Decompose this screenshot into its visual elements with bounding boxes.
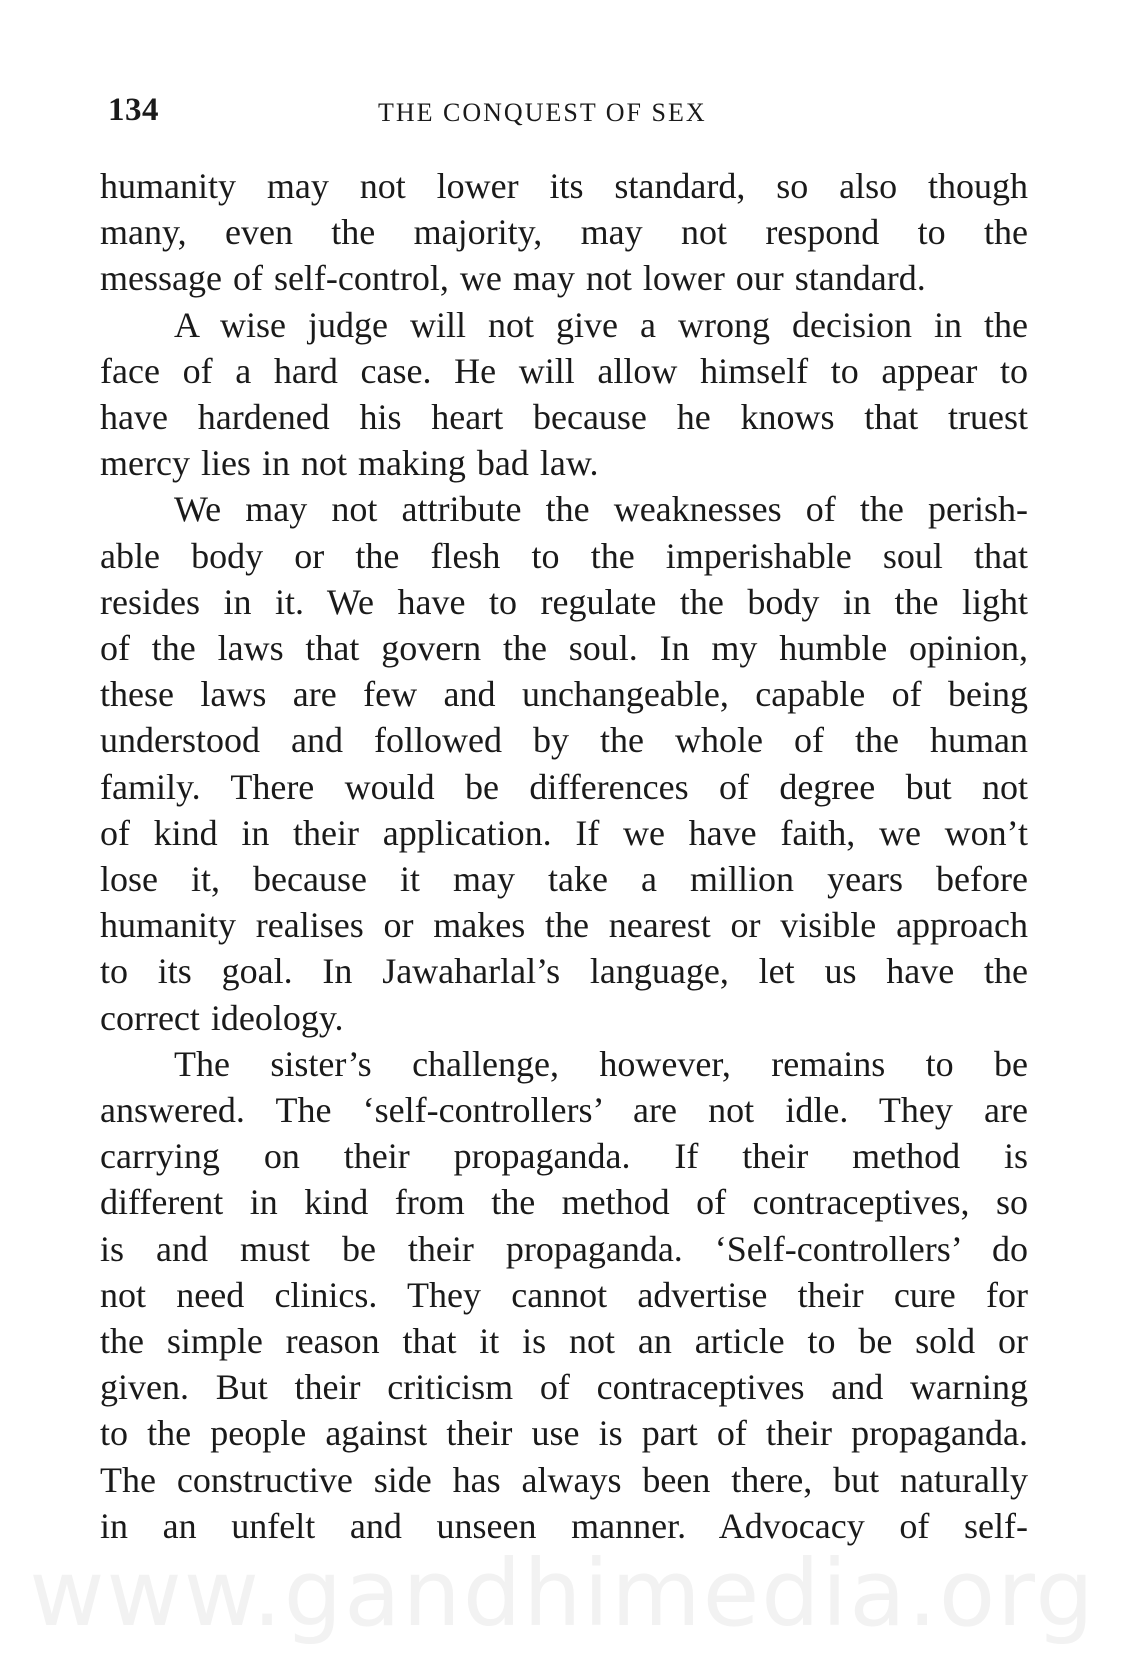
text-line: these laws are few and unchangeable, capable of being <box>100 674 1028 715</box>
text-line: not need clinics. They cannot advertise their cure for <box>100 1274 1028 1315</box>
text-line: is and must be their propaganda. ‘Self-controllers’ do <box>100 1228 1028 1269</box>
page-number: 134 <box>108 92 159 128</box>
paragraph <box>100 1041 1028 1549</box>
text-line: lose it, because it may take a million years before <box>100 859 1028 900</box>
text-line: have hardened his heart because he knows that truest <box>100 397 1028 438</box>
watermark: www.gandhimedia.org <box>29 1540 1096 1647</box>
text-line: The constructive side has always been there, but naturally <box>100 1459 1028 1500</box>
text-line: understood and followed by the whole of the human <box>100 720 1028 761</box>
text-line: of the laws that govern the soul. In my humble opinion, <box>100 628 1028 669</box>
book-title: THE CONQUEST OF SEX <box>378 98 707 127</box>
text-line: to its goal. In Jawaharlal’s language, let us have the <box>100 951 1028 992</box>
text-line: given. But their criticism of contraceptives and warning <box>100 1367 1028 1408</box>
text-line: humanity realises or makes the nearest or visible approach <box>100 905 1028 946</box>
text-line: The sister’s challenge, however, remains to be <box>174 1043 1028 1084</box>
text-line: different in kind from the method of contraceptives, so <box>100 1182 1028 1223</box>
body-text <box>100 163 1028 1549</box>
text-line: A wise judge will not give a wrong decision in the <box>174 304 1028 345</box>
text-line: message of self-control, we may not lower our standard. <box>100 258 926 299</box>
text-line: We may not attribute the weaknesses of the perish- <box>174 489 1028 530</box>
text-line: humanity may not lower its standard, so also though <box>100 166 1028 206</box>
text-line: carrying on their propaganda. If their method is <box>100 1136 1028 1177</box>
text-line: family. There would be differences of degree but not <box>100 766 1028 807</box>
text-line: answered. The ‘self-controllers’ are not idle. They are <box>100 1090 1028 1131</box>
paragraph <box>100 163 1028 302</box>
text-line: resides in it. We have to regulate the body in the light <box>100 581 1028 622</box>
text-line: in an unfelt and unseen manner. Advocacy of self- <box>100 1505 1028 1546</box>
paragraph <box>100 486 1028 1040</box>
text-line: to the people against their use is part of their propaganda. <box>100 1413 1028 1454</box>
text-line: of kind in their application. If we have faith, we won’t <box>100 812 1028 853</box>
paragraph <box>100 302 1028 487</box>
text-line: face of a hard case. He will allow himself to appear to <box>100 350 1028 391</box>
text-line: correct ideology. <box>100 997 344 1038</box>
text-line: able body or the flesh to the imperishable soul that <box>100 535 1028 576</box>
text-line: the simple reason that it is not an article to be sold or <box>100 1321 1028 1362</box>
text-line: many, even the majority, may not respond to the <box>100 212 1028 253</box>
text-line: mercy lies in not making bad law. <box>100 443 599 484</box>
running-head <box>108 92 1023 138</box>
